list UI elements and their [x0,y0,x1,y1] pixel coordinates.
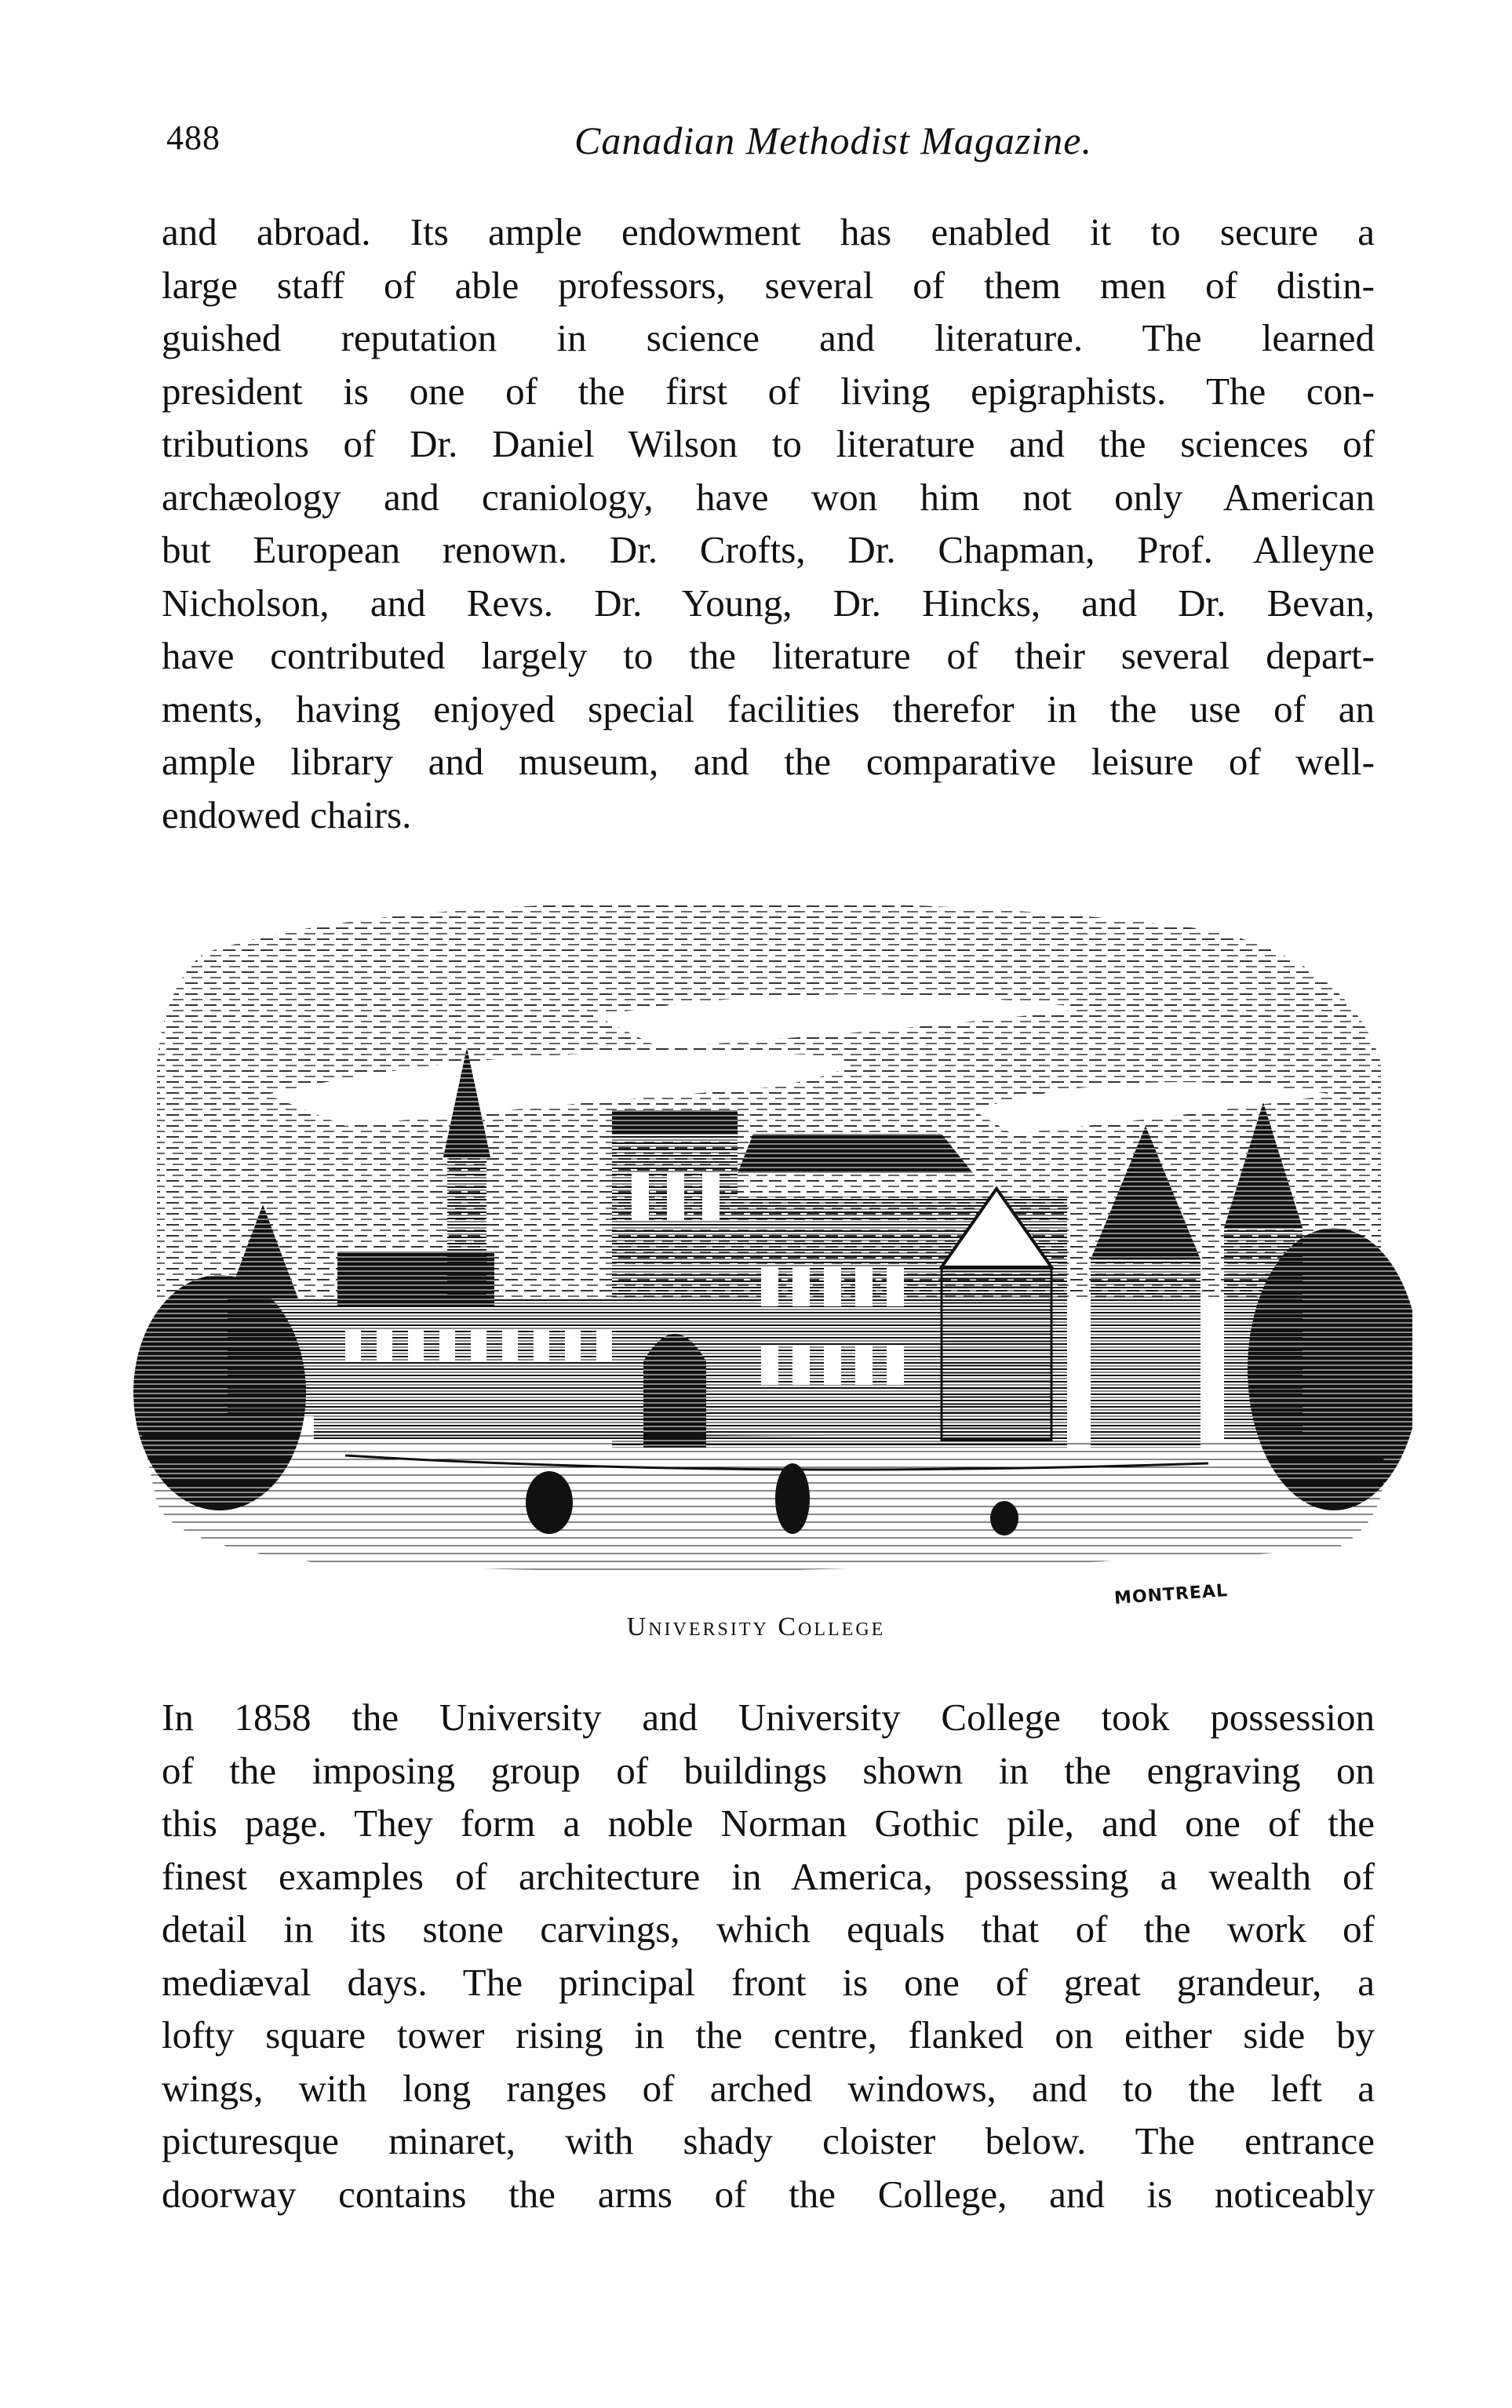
running-head [166,118,1375,173]
text-line: but European renown. Dr. Crofts, Dr. Chapman, Prof. Alleyne [162,528,1375,571]
text-line: this page. They form a noble Norman Gothic pile, and one of the [162,1801,1375,1845]
text-line: tributions of Dr. Daniel Wilson to literature and the sciences of [162,422,1375,465]
text-line: ments, having enjoyed special facilities therefor in the use of an [162,687,1375,730]
text-line: large staff of able professors, several of them men of distin- [162,263,1375,307]
text-line: lofty square tower rising in the centre, flanked on either side by [162,2013,1375,2056]
text-line: endowed chairs. [162,792,412,836]
engraver-signature: MONTREAL [1113,1580,1229,1609]
text-line: and abroad. Its ample endowment has enabled it to secure a [162,210,1375,253]
text-line: archæology and craniology, have won him not only American [162,475,1375,519]
running-title: Canadian Methodist Magazine. [574,118,1092,162]
page-number: 488 [166,118,220,157]
text-line: picturesque minaret, with shady cloister below. The entrance [162,2119,1375,2162]
figure-caption: University College [626,1612,886,1641]
text-line: guished reputation in science and literature. The learned [162,316,1375,359]
text-line: have contributed largely to the literature of their several depart- [162,634,1375,677]
paragraph-bottom [162,1691,1375,2220]
text-line: detail in its stone carvings, which equals that of the work of [162,1907,1375,1951]
engraving-university-college [110,859,1412,1589]
text-line: Nicholson, and Revs. Dr. Young, Dr. Hincks, and Dr. Bevan, [162,581,1375,625]
paragraph-top [162,206,1375,841]
text-line: finest examples of architecture in America, possessing a wealth of [162,1854,1375,1898]
text-line: ample library and museum, and the comparative leisure of well- [162,740,1375,783]
text-line: doorway contains the arms of the College, and is noticeably [162,2172,1375,2216]
text-line: wings, with long ranges of arched windows, and to the left a [162,2066,1375,2110]
text-line: mediæval days. The principal front is one of great grandeur, a [162,1960,1375,2004]
text-line: of the imposing group of buildings shown in the engraving on [162,1748,1375,1792]
text-line: president is one of the first of living epigraphists. The con- [162,369,1375,413]
text-line: In 1858 the University and University College took possession [162,1696,1375,1739]
engraving-illustration [110,859,1412,1589]
